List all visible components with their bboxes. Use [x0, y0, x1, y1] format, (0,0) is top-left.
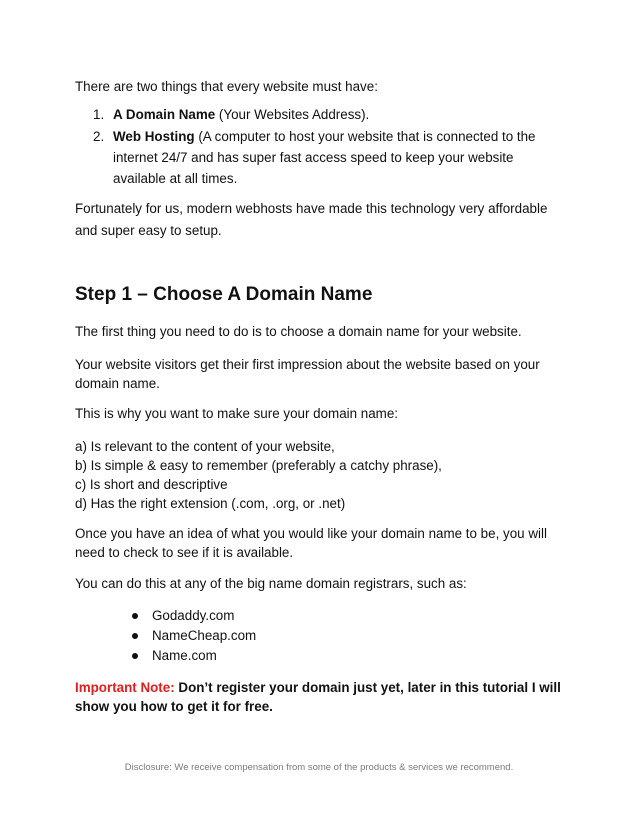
fortunately-paragraph: Fortunately for us, modern webhosts have made this technology very affordable and super easy to setup.	[75, 201, 548, 238]
list-item-title: A Domain Name	[113, 107, 216, 122]
step1-paragraph-1: The first thing you need to do is to choose a domain name for your website.	[75, 324, 522, 339]
important-note-text: Don’t register your domain just yet, later in this tutorial I will show you how to get it for free.	[75, 680, 561, 714]
registrar-name: Name.com	[152, 648, 217, 663]
important-note	[75, 678, 565, 716]
list-item-title: Web Hosting	[113, 129, 195, 144]
list-number: 2.	[93, 129, 105, 144]
step1-paragraph-4: Once you have an idea of what you would like your domain name to be, you will need to check to see if it is available.	[75, 526, 547, 560]
list-item-text: (Your Websites Address).	[215, 107, 370, 122]
step1-paragraph-2: Your website visitors get their first impression about the website based on your domain name.	[75, 357, 540, 391]
registrar-name: NameCheap.com	[152, 628, 257, 643]
important-note-label: Important Note:	[75, 680, 175, 695]
step1-paragraph-5: You can do this at any of the big name domain registrars, such as:	[75, 576, 467, 591]
registrar-name: Godaddy.com	[152, 608, 235, 623]
criteria-item: d) Has the right extension (.com, .org, or .net)	[75, 496, 346, 511]
step1-heading: Step 1 – Choose A Domain Name	[75, 284, 373, 305]
step1-paragraph-3: This is why you want to make sure your domain name:	[75, 406, 399, 421]
intro-text: There are two things that every website must have:	[75, 79, 378, 94]
disclosure-footer: Disclosure: We receive compensation from some of the products & services we recommend.	[124, 762, 514, 773]
criteria-item: a) Is relevant to the content of your website,	[75, 439, 335, 454]
bullet-icon	[132, 613, 138, 619]
bullet-icon	[132, 653, 138, 659]
criteria-item: c) Is short and descriptive	[75, 477, 228, 492]
list-number: 1.	[93, 107, 105, 122]
bullet-icon	[132, 633, 138, 639]
list-item-text: (A computer to host your website that is connected to the internet 24/7 and has super fast access speed to keep your website available at all times.	[113, 129, 536, 186]
domain-criteria-list	[75, 437, 442, 513]
criteria-item: b) Is simple & easy to remember (preferably a catchy phrase),	[75, 458, 442, 473]
